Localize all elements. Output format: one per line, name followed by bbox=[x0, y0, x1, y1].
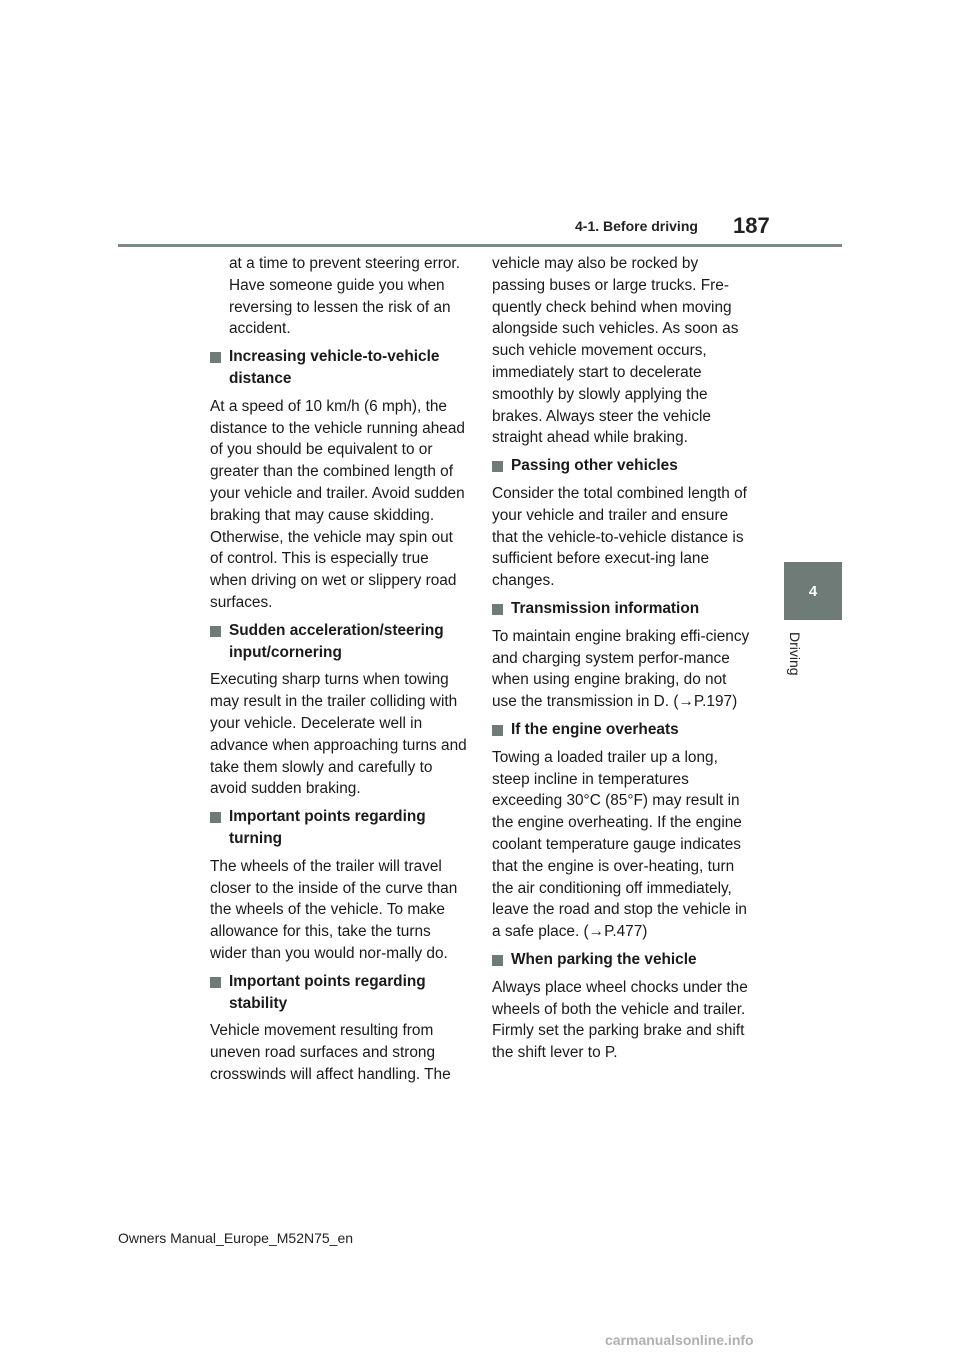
subheading-stability: Important points regarding stability bbox=[210, 971, 468, 1015]
subheading-sudden-acceleration: Sudden acceleration/steering input/cornering bbox=[210, 620, 468, 664]
page-number: 187 bbox=[733, 213, 770, 238]
paragraph: Consider the total combined length of your vehicle and trailer and ensure that the vehicle-to-vehicle distance is sufficient before execut-ing lane changes. bbox=[492, 484, 747, 590]
chapter-tab-label bbox=[783, 632, 803, 692]
square-bullet-icon bbox=[210, 352, 221, 363]
right-column bbox=[492, 253, 750, 1070]
paragraph: Always place wheel chocks under the wheels of both the vehicle and trailer. Firmly set the parking brake and shift the shift lever to P. bbox=[492, 978, 748, 1062]
subheading-turning: Important points regarding turning bbox=[210, 806, 468, 850]
continued-paragraph: at a time to prevent steering error. Have someone guide you when reversing to lessen the risk of an accident. bbox=[229, 255, 460, 338]
subheading-vehicle-distance: Increasing vehicle-to-vehicle distance bbox=[210, 346, 468, 390]
chapter-tab-number: 4 bbox=[784, 562, 842, 620]
square-bullet-icon bbox=[210, 977, 221, 988]
footer-manual-id: Owners Manual_Europe_M52N75_en bbox=[118, 1230, 354, 1246]
square-bullet-icon bbox=[492, 725, 503, 736]
paragraph: At a speed of 10 km/h (6 mph), the distance to the vehicle running ahead of you should be equivalent to or greater than the combined length of your vehicle and trailer. Avoid sudden braking that may cause skidding. Otherwise, the vehicle may spin out of control. This is especially true when driving on wet or slippery road surfaces. bbox=[210, 397, 465, 611]
left-column bbox=[210, 253, 468, 1092]
paragraph: Towing a loaded trailer up a long, steep incline in temperatures exceeding 30°C (85°F) may result in the engine overheating. If the engine coolant temperature gauge indicates that the engine is over-heating, turn the air conditioning off immediately, leave the road and stop the vehicle in a safe place. (→P.477) bbox=[492, 748, 747, 941]
paragraph: Executing sharp turns when towing may result in the trailer colliding with your vehicle. Decelerate well in advance when approaching turns and take them slowly and carefully to avoid sudden braking. bbox=[210, 671, 467, 798]
header-divider bbox=[118, 244, 842, 247]
subheading-passing: Passing other vehicles bbox=[492, 455, 750, 477]
paragraph: To maintain engine braking effi-ciency and charging system perfor-mance when using engine braking, do not use the transmission in D. (→P.197) bbox=[492, 627, 750, 711]
square-bullet-icon bbox=[492, 955, 503, 966]
continued-paragraph: vehicle may also be rocked by passing buses or large trucks. Fre-quently check behind when moving alongside such vehicles. As soon as such vehicle movement occurs, immediately start to decelerate smoothly by slowly applying the brakes. Always steer the vehicle straight ahead while braking. bbox=[492, 255, 739, 447]
subheading-transmission: Transmission information bbox=[492, 598, 750, 620]
square-bullet-icon bbox=[210, 626, 221, 637]
section-title: 4-1. Before driving bbox=[575, 218, 698, 234]
chapter-tab-label-text: Driving bbox=[787, 632, 803, 676]
subheading-overheats: If the engine overheats bbox=[492, 719, 750, 741]
square-bullet-icon bbox=[210, 812, 221, 823]
square-bullet-icon bbox=[492, 461, 503, 472]
paragraph: Vehicle movement resulting from uneven road surfaces and strong crosswinds will affect handling. The bbox=[210, 1022, 451, 1083]
watermark: carmanualsonline.info bbox=[605, 1332, 754, 1348]
square-bullet-icon bbox=[492, 604, 503, 615]
subheading-parking: When parking the vehicle bbox=[492, 949, 750, 971]
paragraph: The wheels of the trailer will travel closer to the inside of the curve than the wheels of the vehicle. To make allowance for this, take the turns wider than you would nor-mally do. bbox=[210, 857, 458, 962]
